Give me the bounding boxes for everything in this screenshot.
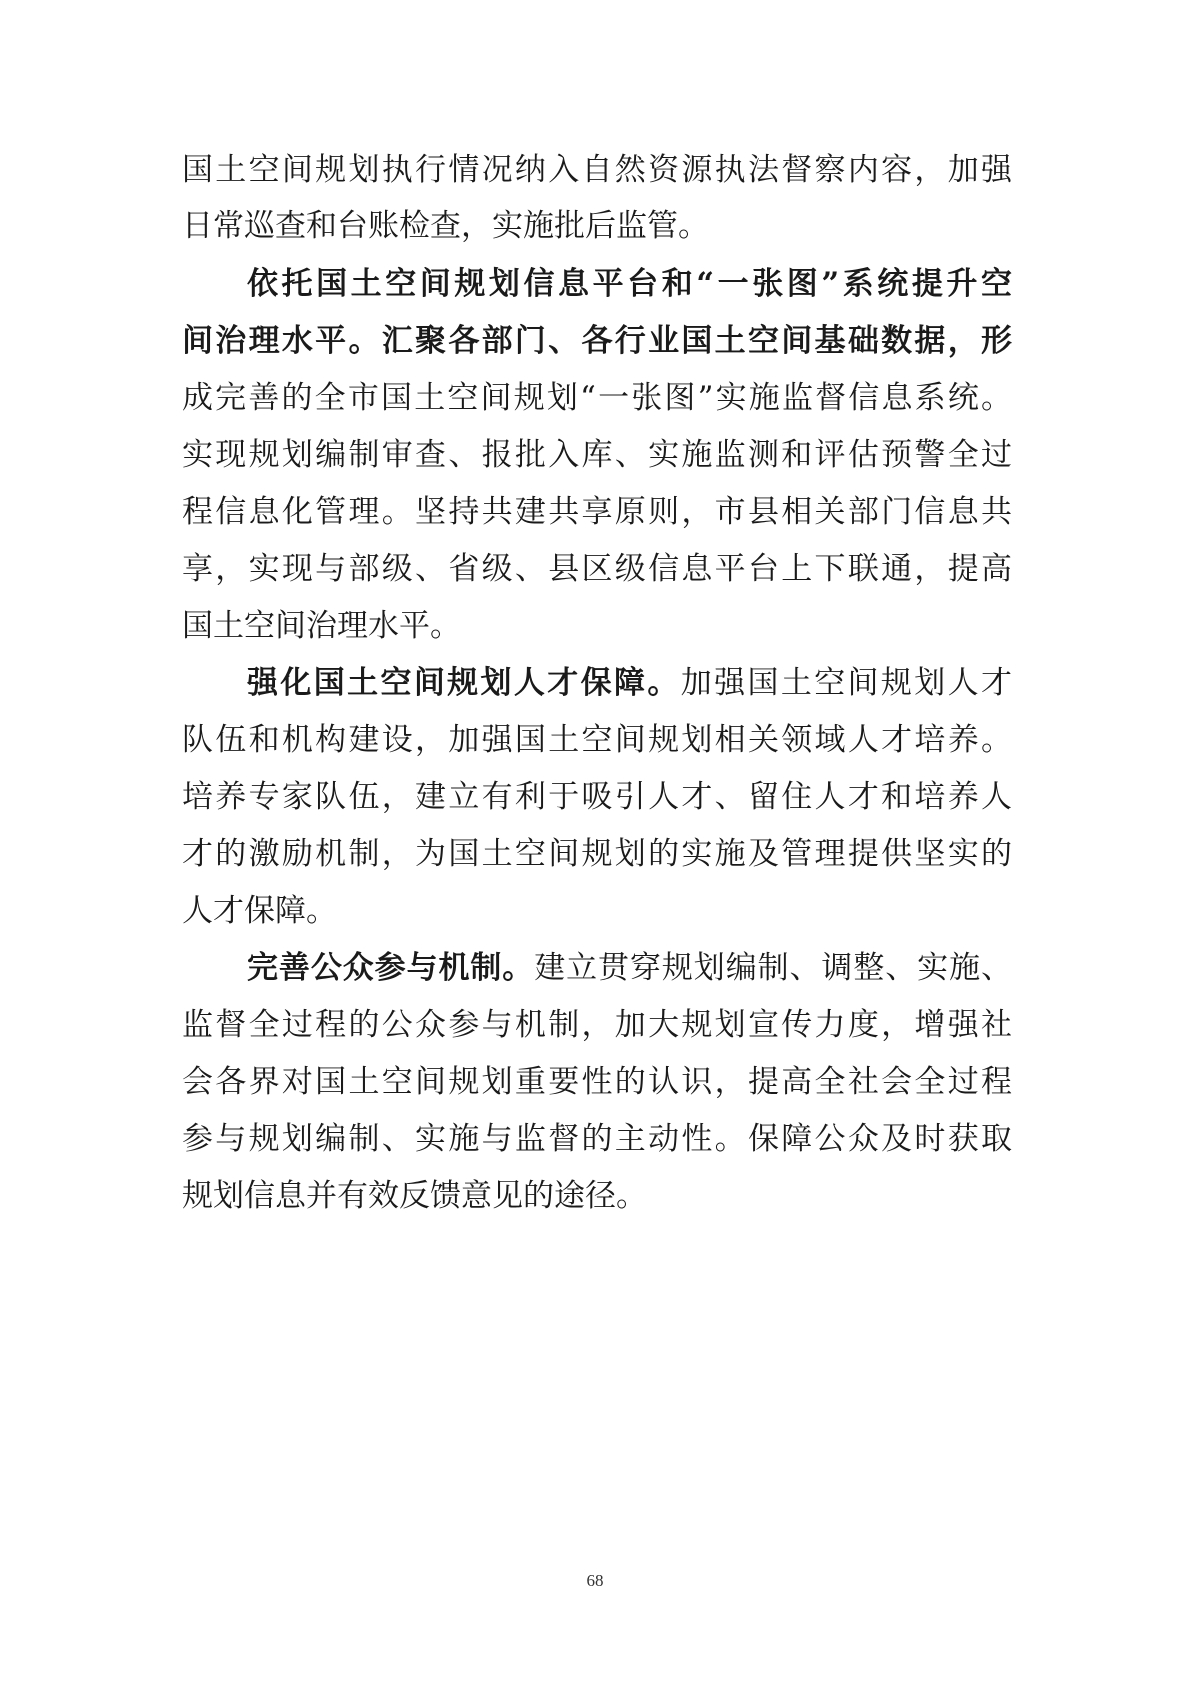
body-line: 国土空间规划执行情况纳入自然资源执法督察内容，加强 xyxy=(182,152,1012,188)
paragraph-heading: 完善公众参与机制。 xyxy=(247,950,535,986)
body-line: 培养专家队伍，建立有利于吸引人才、留住人才和培养人 xyxy=(182,779,1012,815)
body-line: 享，实现与部级、省级、县区级信息平台上下联通，提高 xyxy=(182,551,1012,587)
paragraph-first-line xyxy=(247,948,1012,988)
body-line: 会各界对国土空间规划重要性的认识，提高全社会全过程 xyxy=(182,1064,1012,1100)
body-line: 监督全过程的公众参与机制，加大规划宣传力度，增强社 xyxy=(182,1007,1012,1043)
body-line: 程信息化管理。坚持共建共享原则，市县相关部门信息共 xyxy=(182,494,1012,530)
body-line xyxy=(182,321,1012,361)
body-line: 才的激励机制，为国土空间规划的实施及管理提供坚实的 xyxy=(182,836,1012,872)
body-line: 人才保障。 xyxy=(182,893,337,929)
body-line: 实现规划编制审查、报批入库、实施监测和评估预警全过 xyxy=(182,437,1012,473)
body-line: 规划信息并有效反馈意见的途径。 xyxy=(182,1178,647,1214)
body-line: 成完善的全市国土空间规划“一张图”实施监督信息系统。 xyxy=(182,380,1012,416)
body-line: 日常巡查和台账检查，实施批后监管。 xyxy=(182,208,709,244)
paragraph-heading-continued: 间治理水平。汇聚各部门、各行业国土空间基础数据，形 xyxy=(182,323,1012,359)
body-line: 国土空间治理水平。 xyxy=(182,608,461,644)
paragraph-first-line xyxy=(247,663,1012,703)
paragraph-text: 加强国土空间规划人才 xyxy=(680,665,1012,701)
paragraph-heading: 强化国土空间规划人才保障。 xyxy=(247,665,681,701)
body-line: 参与规划编制、实施与监督的主动性。保障公众及时获取 xyxy=(182,1121,1012,1157)
paragraph-text: 建立贯穿规划编制、调整、实施、 xyxy=(534,950,1012,986)
page-number: 68 xyxy=(586,1571,604,1590)
paragraph-heading-line xyxy=(247,264,1012,304)
body-line: 队伍和机构建设，加强国土空间规划相关领域人才培养。 xyxy=(182,722,1012,758)
paragraph-heading: 依托国土空间规划信息平台和“一张图”系统提升空 xyxy=(247,266,1012,302)
